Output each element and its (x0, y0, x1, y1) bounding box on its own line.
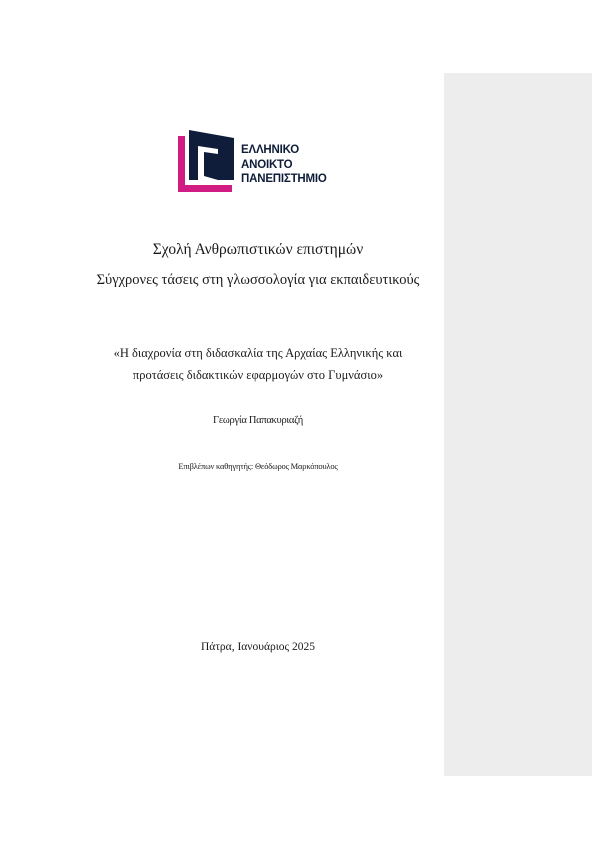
logo-line-3: ΠΑΝΕΠΙΣΤΗΜΙΟ (241, 173, 327, 185)
university-logo (178, 130, 338, 192)
logo-line-2: ΑΝΟΙΚΤΟ (241, 158, 293, 171)
supervisor: Επιβλέπων καθηγητής: Θεόδωρος Μαρκόπουλος (178, 461, 338, 471)
thesis-title-line-2: προτάσεις διδακτικών εφαρμογών στο Γυμνάσιο» (132, 368, 384, 382)
thesis-title-line-1: «Η διαχρονία στη διδασκαλία της Αρχαίας Ελληνικής και (113, 346, 403, 360)
course-name: Σύγχρονες τάσεις στη γλωσσολογία για εκπαιδευτικούς (96, 272, 420, 288)
logo-line-1: ΕΛΛΗΝΙΚΟ (241, 144, 299, 156)
author-name: Γεωργία Παπακυριαζή (213, 415, 303, 426)
logo-wordmark (241, 143, 327, 187)
thesis-title (60, 342, 456, 386)
place-date: Πάτρα, Ιανουάριος 2025 (200, 641, 315, 653)
hou-logo-mark-icon (178, 130, 238, 192)
school-name: Σχολή Ανθρωπιστικών επιστημών (152, 241, 364, 258)
